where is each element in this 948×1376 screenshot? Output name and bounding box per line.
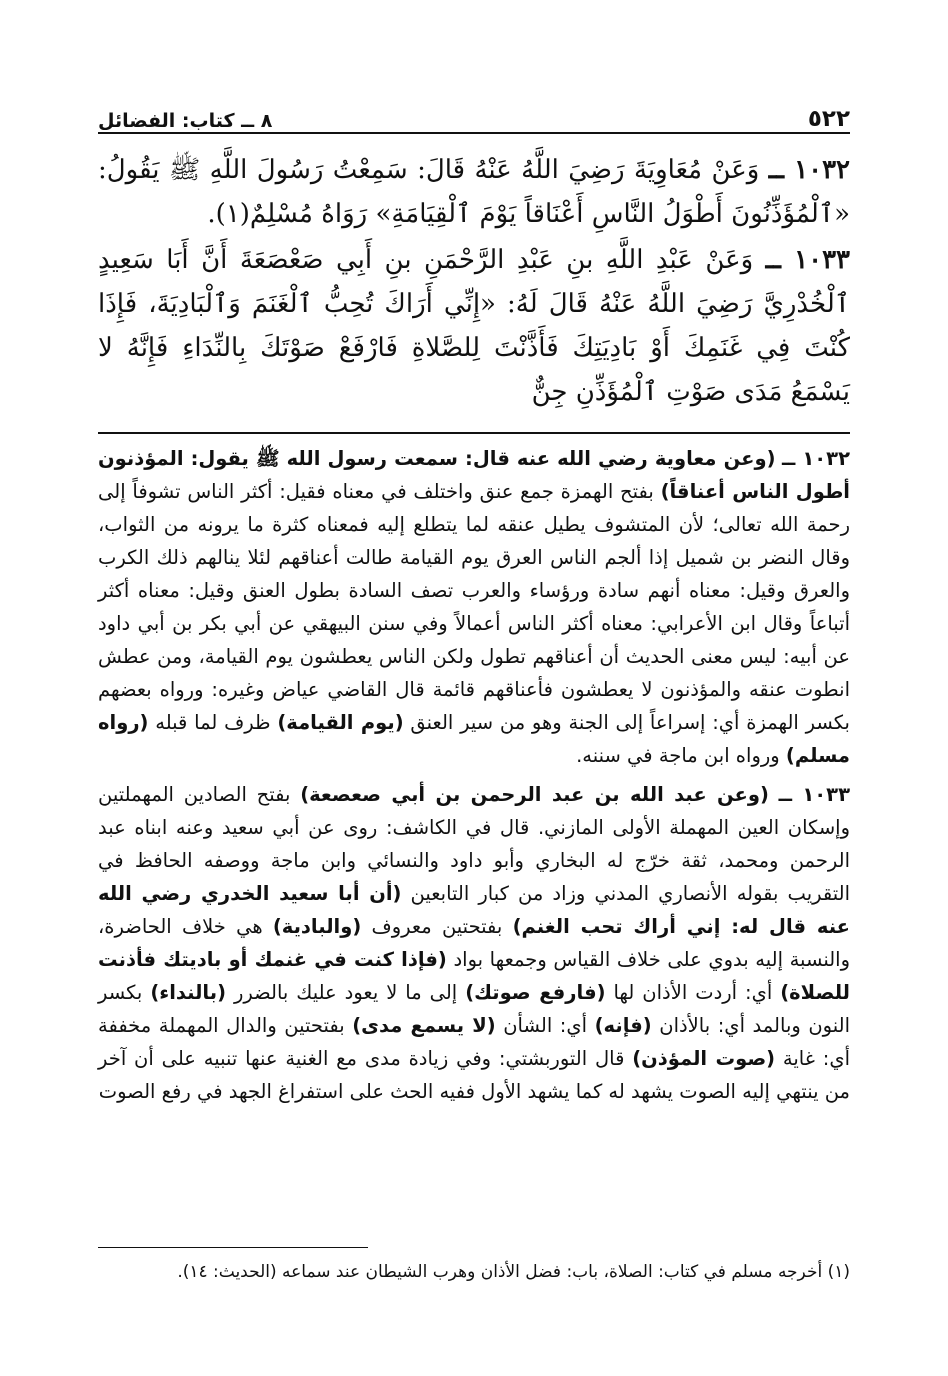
commentary-text: أي: أردت الأذان لها [613, 981, 773, 1004]
hadith-body: وَعَنْ مُعَاوِيَةَ رَضِيَ اللَّهُ عَنْهُ قَالَ: سَمِعْتُ رَسُولَ اللَّهِ ﷺ يَقُولُ: «ٱلْمُؤَذِّنُونَ أَطْوَلُ النَّاسِ أَعْنَاقاً يَوْمَ ٱلْقِيَامَةِ» رَوَاهُ مُسْلِمٌ(١). [98, 155, 850, 229]
commentary-text: إلى ما لا يعود عليك بالضرر [233, 981, 458, 1004]
commentary-section [98, 442, 850, 1108]
hadith-number: ١٠٣٣ ــ [765, 245, 850, 275]
commentary-number: ١٠٣٣ ــ [778, 783, 850, 806]
hadith-1032 [98, 148, 850, 236]
quoted-text: (أن أبا سعيد الخدري رضي الله عنه قال له: إني أراك تحب الغنم) [98, 882, 850, 938]
commentary-text: ورواه ابن ماجة في سننه. [576, 744, 780, 767]
hadith-number: ١٠٣٢ ــ [768, 155, 851, 185]
commentary-1032 [98, 442, 850, 772]
commentary-text: بفتح الهمزة جمع عنق واختلف في معناه فقيل: أكثر الناس تشوفاً إلى رحمة الله تعالى؛ لأن المتشوف يطيل عنقه لما يتطلع إليه فمعناه كثرة ما يرونه من الثواب، وقال النضر بن شميل إذا ألجم الناس العرق يوم القيامة طالت أعناقهم لئلا ينالهم ذلك الكرب والعرق وقيل: معناه أنهم سادة ورؤساء والعرب تصف السادة بطول العنق وقيل: معناه أكثر أتباعاً وقال ابن الأعرابي: معناه أكثر الناس أعمالاً وفي سنن البيهقي عن أبي بكر بن أبي داود عن أبيه: ليس معنى الحديث أن أعناقهم تطول ولكن الناس يعطشون يوم القيامة، ومن عطش انطوت عنقه والمؤذنون لا يعطشون فأعناقهم قائمة قال القاضي عياض وغيره: ورواه بعضهم بكسر الهمزة أي: إسراعاً إلى الجنة وهو من سير العنق [98, 480, 850, 734]
hadith-body: وَعَنْ عَبْدِ اللَّهِ بنِ عَبْدِ الرَّحْمَنِ بنِ أَبِي صَعْصَعَةَ أَنَّ أَبَا سَعِيدٍ ٱلْخُدْرِيَّ رَضِيَ اللَّهُ عَنْهُ قَالَ لَهُ: «إِنِّي أَرَاكَ تُحِبُّ ٱلْغَنَمَ وَٱلْبَادِيَةَ، فَإِذَا كُنْتَ فِي غَنَمِكَ أَوْ بَادِيَتِكَ فَأَذَّنْتَ لِلصَّلاةِ فَارْفَعْ صَوْتَكَ بِالنِّدَاءِ فَإِنَّهُ لا يَسْمَعُ مَدَى صَوْتِ ٱلْمُؤَذِّنِ جِنٌّ [98, 245, 850, 407]
commentary-text: قال التوربشتي: وفي زيادة مدى مع الغنية عنها تنبيه على أن آخر من ينتهي إليه الصوت يشهد له كما يشهد الأول ففيه الحث على استفراغ الجهد في رفع الصوت [98, 1047, 850, 1103]
commentary-text: ظرف لما قبله [155, 711, 271, 734]
page-number: ٥٢٢ [807, 106, 850, 132]
quoted-text: (صوت المؤذن) [632, 1047, 776, 1070]
book-title: ٨ ــ كتاب: الفضائل [98, 110, 273, 132]
quoted-text: (وعن معاوية رضي الله عنه قال: سمعت رسول الله ﷺ يقول: المؤذنون أطول الناس أعناقاً) [98, 447, 850, 503]
quoted-text: (فإنه) [594, 1014, 652, 1037]
quoted-text: (يوم القيامة) [277, 711, 404, 734]
quoted-text: (والبادية) [272, 915, 362, 938]
quoted-text: (فإذا كنت في غنمك أو باديتك فأذنت للصلاة) [98, 948, 850, 1004]
commentary-number: ١٠٣٢ ــ [781, 447, 850, 470]
page-header [98, 96, 850, 134]
hadith-text-section [98, 148, 850, 414]
section-divider [98, 432, 850, 434]
quoted-text: (وعن عبد الله بن عبد الرحمن بن أبي صعصعة) [300, 783, 769, 806]
commentary-text: هي خلاف الحاضرة، والنسبة إليه بدوي على خلاف القياس وجمعها بواد [98, 915, 850, 971]
footnote-rule [98, 1247, 368, 1248]
commentary-text: بفتحتين معروف [371, 915, 503, 938]
book-page [98, 96, 850, 1114]
commentary-text: بفتحتين والدال المهملة مخففة أي: غاية [98, 1014, 851, 1070]
commentary-text: أي: الشأن [503, 1014, 588, 1037]
commentary-text: بفتح الصادين المهملتين وإسكان العين المهملة الأولى المازني. قال في الكاشف: روى عن أبي سعيد وعنه ابناه عبد الرحمن ومحمد، ثقة خرّج له البخاري وأبو داود والنسائي وابن ماجة ووصفه الحافظ في التقريب بقوله الأنصاري المدني وزاد من كبار التابعين [98, 783, 850, 905]
quoted-text: (لا يسمع مدى) [352, 1014, 496, 1037]
quoted-text: (بالنداء) [150, 981, 226, 1004]
quoted-text: (رواه مسلم) [98, 711, 850, 767]
footnote: (١) أخرجه مسلم في كتاب: الصلاة، باب: فضل الأذان وهرب الشيطان عند سماعه (الحديث: ١٤). [177, 1262, 850, 1282]
commentary-text: بكسر النون وبالمد أي: بالأذان [98, 981, 850, 1037]
hadith-1033 [98, 238, 850, 414]
quoted-text: (فارفع صوتك) [465, 981, 606, 1004]
commentary-1033 [98, 778, 850, 1108]
